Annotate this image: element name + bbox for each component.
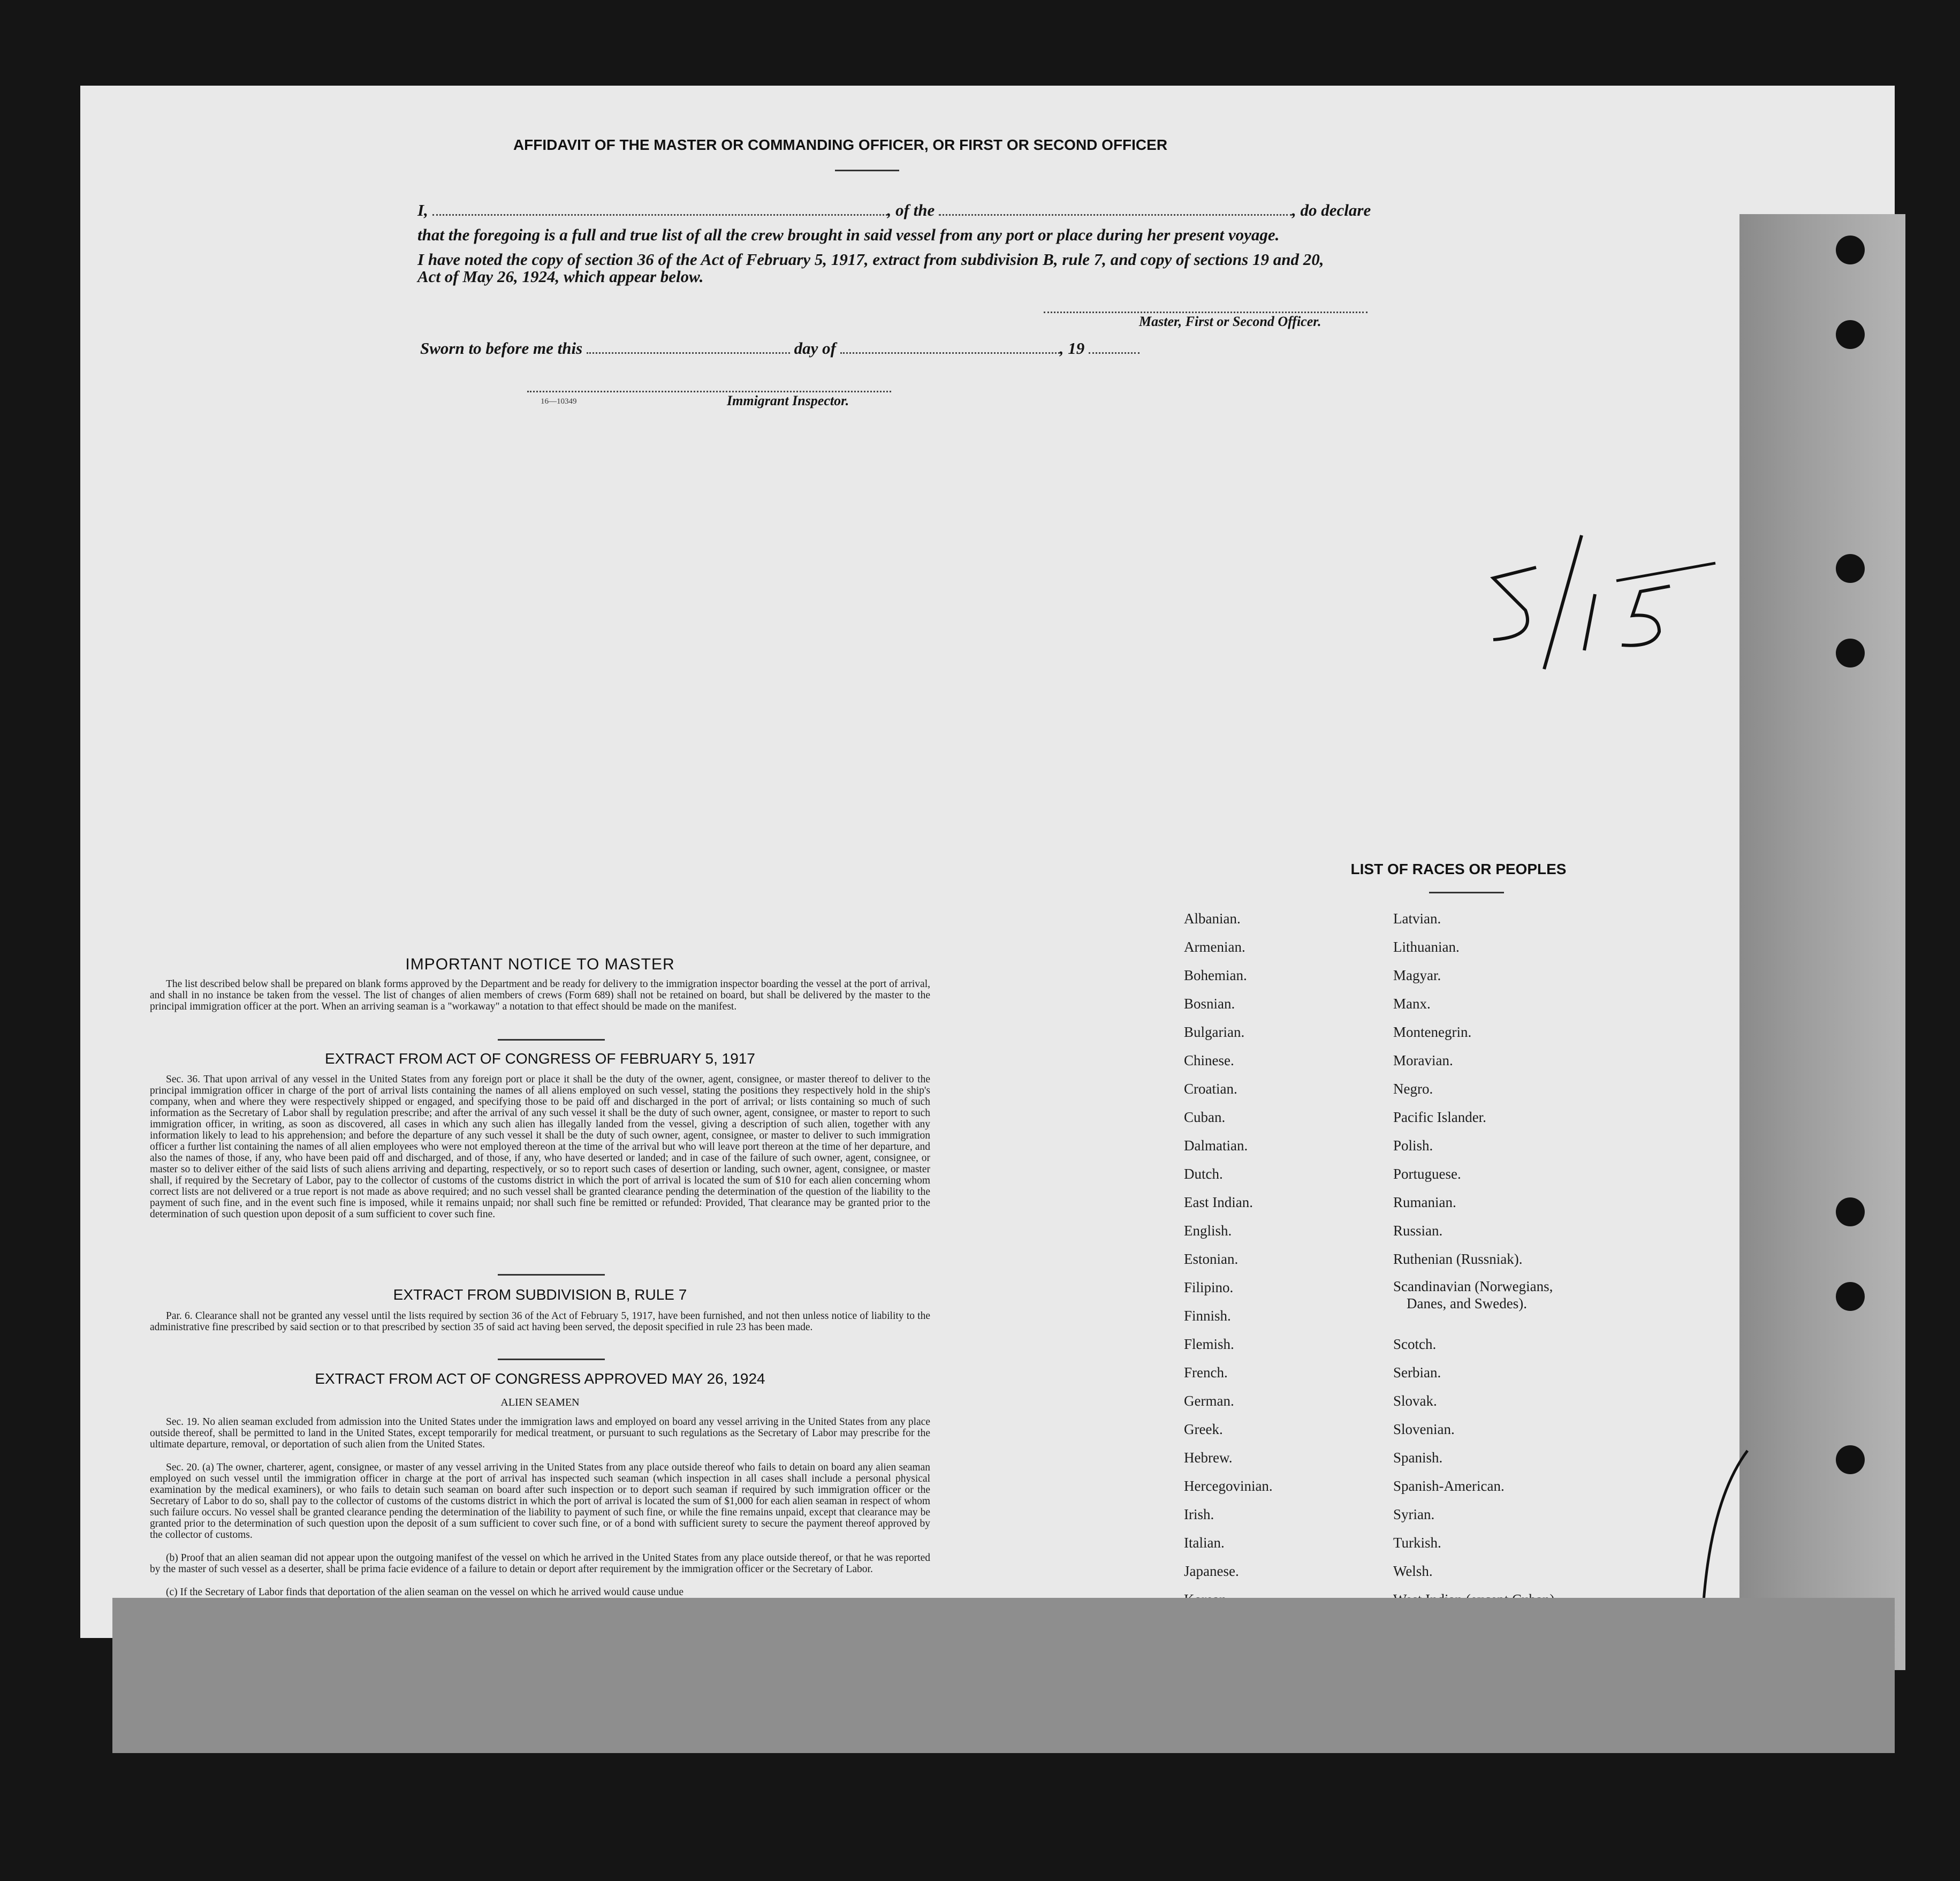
races-left-column [1184,905,1273,1614]
race-item: Finnish. [1184,1308,1231,1324]
extract-1924-subheading: ALIEN SEAMEN [500,1397,580,1408]
extract-1924-heading: EXTRACT FROM ACT OF CONGRESS APPROVED MAY 26, 1924 [315,1370,765,1387]
race-item: Bulgarian. [1184,1024,1245,1040]
race-item: Chinese. [1184,1052,1234,1068]
binder-hole [1836,554,1865,583]
extract-1924-sec20a: Sec. 20. (a) The owner, charterer, agent, consignee, or master of any vessel arriving in the United States from any place outside thereof who fails to detain on board any alien seaman employed on such vessel until the immigration officer in charge at the port of arrival has inspected such seaman (which inspection in all cases shall include a personal physical examination by the medical examiners), or who fails to detain such seaman on board after such inspection or to deport such seaman if required by such immigration officer or the Secretary of Labor to do so, shall pay to the collector of customs of the customs district in which the port of arrival is located the sum of $1,000 for each alien seaman in respect of whom such failure occurs. No vessel shall be granted clearance pending the determination of the liability to payment of such fine, or while the fine remains unpaid, except that clearance may be granted prior to the determination of such question upon the deposit of a sum sufficient to cover such fine, or of a bond with sufficient surety to secure the payment thereof approved by the collector of customs. [150,1462,930,1541]
inspector-signature-line[interactable] [527,391,891,392]
section-rule [498,1274,605,1276]
race-item: Spanish. [1393,1450,1443,1466]
year-text: , 19 [1059,339,1085,358]
notice-text: The list described below shall be prepared on blank forms approved by the Department and be ready for delivery to the immigration inspector boarding the vessel at the port of arrival, and shall in no instance be taken from the vessel. The list of changes of alien members of crews (Form 689) shall not be retained on board, but shall be delivered by the master to the principal immigration officer at the port. When an arriving seaman is a "workaway" a notation to that effect should be made on the manifest. [150,979,930,1012]
binder-hole [1836,1197,1865,1226]
race-item: Albanian. [1184,911,1241,927]
extract-1917-heading: EXTRACT FROM ACT OF CONGRESS OF FEBRUARY 5, 1917 [325,1050,755,1067]
race-item: Scotch. [1393,1336,1437,1352]
race-item: Cuban. [1184,1109,1226,1125]
affidavit-line1-end: , do declare [1292,201,1371,219]
day-of-text: day of [794,339,836,358]
affidavit-line1-start: I, [417,201,428,219]
affidavit-line-2: that the foregoing is a full and true list of all the crew brought in said vessel from any port or place during her present voyage. [417,225,1280,244]
master-signature-line[interactable] [1044,312,1368,313]
race-item: Slovenian. [1393,1421,1455,1437]
binder-hole [1836,1445,1865,1474]
race-item: Greek. [1184,1421,1223,1437]
race-item: Welsh. [1393,1563,1433,1579]
section-rule [498,1039,605,1041]
binder-hole [1836,236,1865,264]
race-item: Syrian. [1393,1506,1435,1522]
sworn-month-blank[interactable] [840,342,1060,354]
races-heading: LIST OF RACES OR PEOPLES [1350,861,1567,877]
binder-hole [1836,320,1865,349]
race-item: Magyar. [1393,967,1441,983]
race-item: Bosnian. [1184,996,1235,1012]
race-item: Dalmatian. [1184,1137,1248,1154]
sworn-year-blank[interactable] [1089,342,1139,354]
race-item: Irish. [1184,1506,1214,1522]
form-number: 16—10349 [541,397,577,406]
tape-strip-right [1739,214,1905,1670]
affidavit-line-3: I have noted the copy of section 36 of the Act of February 5, 1917, extract from subdivision B, rule 7, and copy of sections 19 and 20, [417,250,1324,269]
race-item: French. [1184,1364,1228,1381]
race-item: English. [1184,1223,1232,1239]
race-item-line: Scandinavian (Norwegians, [1393,1278,1553,1294]
sworn-text: Sworn to before me this [420,339,583,358]
affidavit-line-4: Act of May 26, 1924, which appear below. [417,267,704,286]
extract-1917-text: Sec. 36. That upon arrival of any vessel in the United States from any foreign port or place it shall be the duty of the owner, agent, consignee, or master thereof to deliver to the principal immigration officer in charge of the port of arrival lists containing the names of all aliens employed on such vessel, stating the positions they respectively hold in the ship's company, when and where they were respectively shipped or engaged, and specifying those to be paid off and discharged in the port of arrival; or lists containing so much of such information as the Secretary of Labor shall by regulation prescribe; and after the arrival of any such vessel it shall be the duty of such owner, agent, consignee, or master to report to such immigration officer, in writing, as soon as discovered, all cases in which any such alien has illegally landed from the vessel, giving a description of such alien, together with any information likely to lead to his apprehension; and before the departure of any such vessel it shall be the duty of such owner, agent, consignee, or master to deliver to such immigration officer a further list containing the names of all alien employees who were not employed thereon at the time of the arrival but who will leave port thereon at the time of her departure, and also the names of those, if any, who have been paid off and discharged, and of those, if any, who have deserted or landed; and in case of the failure of such owner, agent, consignee, or master so to deliver either of the said lists of such aliens arriving and departing, respectively, or so to report such cases of desertion or landing, such owner, agent, consignee, or master shall, if required by the Secretary of Labor, pay to the collector of customs of the customs district in which the port of arrival is located the sum of $10 for each alien concerning whom correct lists are not delivered or a true report is not made as above required; and no such vessel shall be granted clearance pending the determination of the question of the liability to the payment of such fine, and in the event such fine is imposed, while it remains unpaid; nor shall such fine be remitted or refunded: Provided, That clearance may be granted prior to the determination of such question upon deposit of a sum sufficient to cover such fine. [150,1074,930,1220]
extract-1924-sec19: Sec. 19. No alien seaman excluded from admission into the United States under the immigration laws and employed on board any vessel arriving in the United States from any place outside thereof, shall be permitted to land in the United States, except temporarily for medical treatment, or pursuant to such regulations as the Secretary of Labor may prescribe for the ultimate departure, removal, or deportation of such alien from the United States. [150,1416,930,1450]
race-item-line: Danes, and Swedes). [1407,1295,1527,1311]
race-item: Serbian. [1393,1364,1441,1381]
race-item: Manx. [1393,996,1431,1012]
affidavit-line1-mid: , of the [887,201,935,219]
race-item: Moravian. [1393,1052,1453,1068]
race-item: Pacific Islander. [1393,1109,1486,1125]
race-item: Estonian. [1184,1251,1239,1267]
master-signature-label: Master, First or Second Officer. [1139,314,1321,329]
race-item: Montenegrin. [1393,1024,1472,1040]
race-item: Hercegovinian. [1184,1478,1273,1494]
heading-rule [835,170,899,171]
race-item: Hebrew. [1184,1450,1233,1466]
race-item: Dutch. [1184,1166,1223,1182]
binder-hole [1836,1282,1865,1311]
sworn-day-blank[interactable] [587,342,790,354]
race-item: Slovak. [1393,1393,1437,1409]
notice-heading: IMPORTANT NOTICE TO MASTER [405,955,675,973]
race-item: Croatian. [1184,1081,1237,1097]
race-item: Russian. [1393,1223,1443,1239]
race-item: Flemish. [1184,1336,1234,1352]
inspector-label: Immigrant Inspector. [727,393,849,408]
race-item-scandinavian [1393,1273,1558,1330]
race-item: Armenian. [1184,939,1245,955]
affidavit-heading: AFFIDAVIT OF THE MASTER OR COMMANDING OFFICER, OR FIRST OR SECOND OFFICER [513,136,1168,153]
race-item: Spanish-American. [1393,1478,1505,1494]
sworn-line [420,336,1394,361]
race-item: Japanese. [1184,1563,1239,1579]
race-item: Negro. [1393,1081,1433,1097]
races-heading-rule [1429,892,1504,893]
race-item: Bohemian. [1184,967,1247,983]
vessel-blank[interactable] [939,203,1292,216]
race-item: Turkish. [1393,1535,1441,1551]
tape-strip-bottom [112,1598,1895,1753]
race-item: Ruthenian (Russniak). [1393,1251,1523,1267]
extract-1924-sec20c: (c) If the Secretary of Labor finds that deportation of the alien seaman on the vessel on which he arrived would cause undue [166,1587,684,1598]
race-item: Portuguese. [1393,1166,1461,1182]
rule7-text: Par. 6. Clearance shall not be granted any vessel until the lists required by section 36 of the Act of February 5, 1917, have been furnished, and not then unless notice of liability to the administrative fine prescribed by said section or to that prescribed by section 35 of said act having been served, the deposit specified in rule 23 has been made. [150,1310,930,1333]
extract-1924-sec20b: (b) Proof that an alien seaman did not appear upon the outgoing manifest of the vessel on which he arrived in the United States from any place outside thereof, or that he was reported by the master of such vessel as a deserter, shall be prima facie evidence of a failure to detain or deport after requirement by the immigration officer or the Secretary of Labor. [150,1552,930,1575]
rule7-heading: EXTRACT FROM SUBDIVISION B, RULE 7 [393,1286,687,1303]
section-rule [498,1359,605,1360]
affidavit-line-1 [417,198,1392,223]
race-item: East Indian. [1184,1194,1253,1210]
binder-hole [1836,639,1865,668]
race-item: Lithuanian. [1393,939,1460,955]
race-item: Latvian. [1393,911,1441,927]
race-item: German. [1184,1393,1234,1409]
races-right-column [1393,905,1558,1614]
race-item: Polish. [1393,1137,1433,1154]
race-item: Filipino. [1184,1279,1234,1295]
name-blank[interactable] [432,203,887,216]
handwritten-note [1456,514,1723,685]
race-item: Rumanian. [1393,1194,1456,1210]
race-item: Italian. [1184,1535,1225,1551]
